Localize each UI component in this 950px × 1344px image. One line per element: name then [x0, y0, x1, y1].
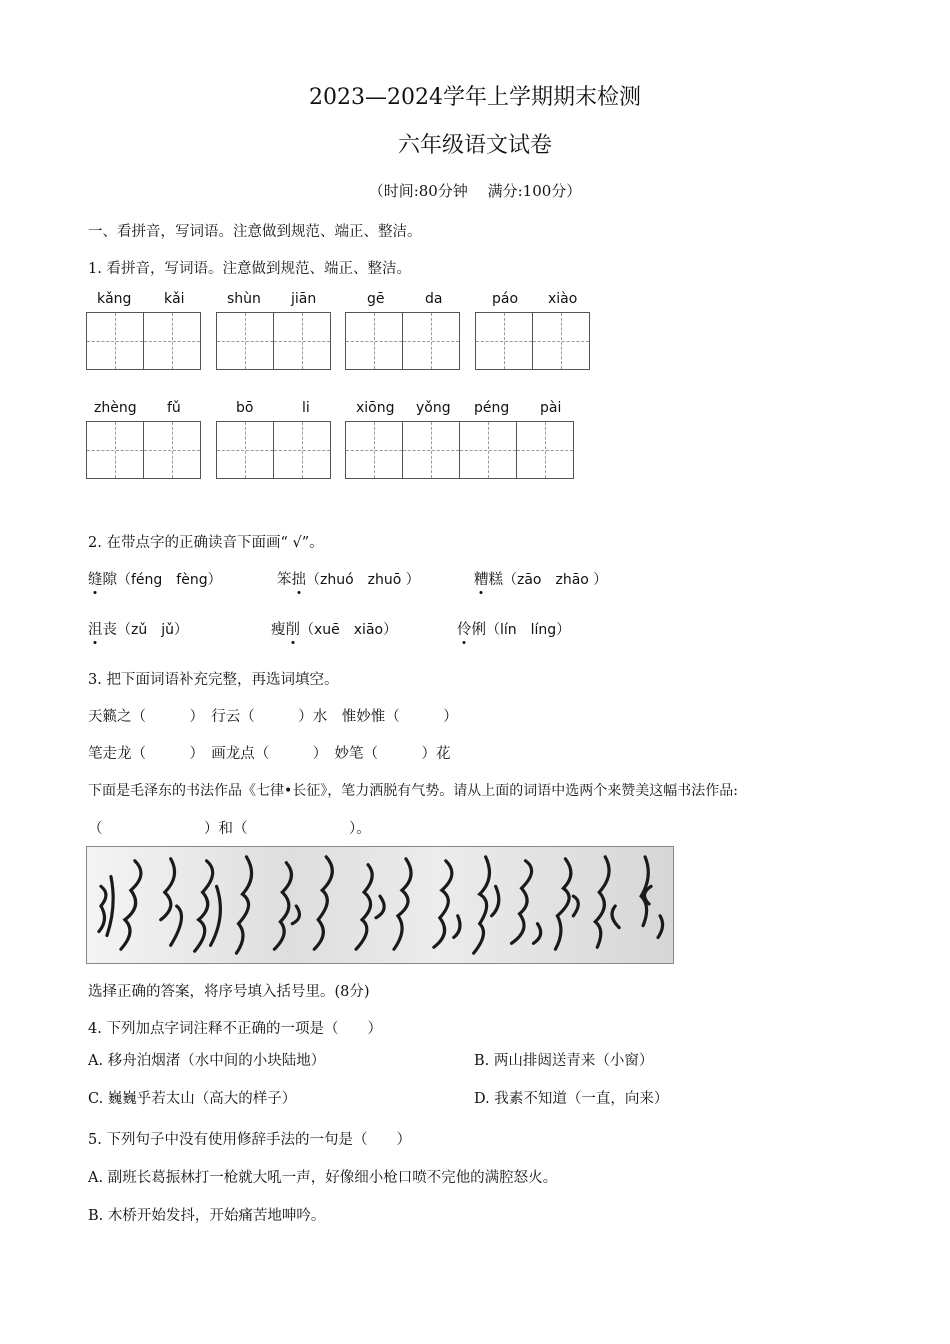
writing-grid[interactable]	[345, 312, 459, 370]
question-1-prompt: 1. 看拼音，写词语。注意做到规范、端正、整洁。	[88, 261, 411, 277]
reading-item: 伶俐（lín líng）	[457, 618, 570, 639]
q4-option-c: C. 巍巍乎若太山（高大的样子）	[88, 1091, 297, 1107]
pinyin-label: da	[425, 291, 443, 307]
pinyin-label: jiān	[291, 291, 317, 307]
writing-cell[interactable]	[402, 312, 460, 370]
exam-title: 2023—2024学年上学期期末检测	[309, 85, 641, 110]
pinyin-label: kǎi	[164, 291, 185, 307]
question-5-prompt: 5. 下列句子中没有使用修辞手法的一句是（ ）	[88, 1132, 411, 1148]
pinyin-label: bō	[236, 400, 254, 416]
pinyin-label: li	[302, 400, 310, 416]
choice-intro: 选择正确的答案，将序号填入括号里。(8分)	[88, 984, 370, 1000]
pinyin-label: zhèng	[94, 400, 137, 416]
reading-item: 糟糕（zāo zhāo ）	[474, 568, 607, 589]
writing-grid[interactable]	[216, 421, 330, 479]
reading-item: 沮丧（zǔ jǔ）	[88, 618, 188, 639]
section-heading: 一、看拼音，写词语。注意做到规范、端正、整洁。	[88, 224, 422, 240]
writing-cell[interactable]	[345, 312, 403, 370]
q5-option-b: B. 木桥开始发抖，开始痛苦地呻吟。	[88, 1208, 326, 1224]
writing-cell[interactable]	[216, 312, 274, 370]
pinyin-label: yǒng	[416, 400, 451, 416]
reading-item: 笨拙（zhuó zhuō ）	[277, 568, 420, 589]
writing-cell[interactable]	[86, 312, 144, 370]
writing-cell[interactable]	[475, 312, 533, 370]
writing-cell[interactable]	[532, 312, 590, 370]
writing-cell[interactable]	[402, 421, 460, 479]
q4-option-a: A. 移舟泊烟渚（水中间的小块陆地）	[88, 1053, 326, 1069]
q5-option-a: A. 副班长葛振林打一枪就大吼一声，好像细小枪口喷不完他的满腔怒火。	[88, 1170, 558, 1186]
writing-cell[interactable]	[273, 421, 331, 479]
writing-grid[interactable]	[86, 312, 200, 370]
pinyin-label: fǔ	[167, 400, 181, 416]
writing-cell[interactable]	[516, 421, 574, 479]
exam-meta: （时间:80分钟 满分:100分）	[368, 182, 582, 200]
q4-option-b: B. 两山排闼送青来（小窗）	[474, 1053, 654, 1069]
pinyin-label: xiōng	[356, 400, 395, 416]
writing-grid[interactable]	[216, 312, 330, 370]
writing-grid[interactable]	[86, 421, 200, 479]
writing-cell[interactable]	[273, 312, 331, 370]
writing-grid[interactable]	[345, 421, 573, 479]
writing-cell[interactable]	[143, 421, 201, 479]
question-2-prompt: 2. 在带点字的正确读音下面画“ √”。	[88, 535, 324, 551]
writing-cell[interactable]	[459, 421, 517, 479]
answer-line: （ ）和（ ）。	[88, 821, 371, 837]
writing-cell[interactable]	[345, 421, 403, 479]
q4-option-d: D. 我素不知道（一直，向来）	[474, 1091, 669, 1107]
writing-grid[interactable]	[475, 312, 589, 370]
idiom-line-1: 天籁之（ ） 行云（ ）水 惟妙惟（ ）	[88, 709, 458, 725]
writing-cell[interactable]	[216, 421, 274, 479]
pinyin-label: páo	[492, 291, 519, 307]
pinyin-label: xiào	[548, 291, 578, 307]
pinyin-label: péng	[474, 400, 510, 416]
writing-cell[interactable]	[86, 421, 144, 479]
calligraphy-description: 下面是毛泽东的书法作品《七律•长征》，笔力洒脱有气势。请从上面的词语中选两个来赞美这幅书法作品:	[88, 783, 738, 799]
pinyin-label: pài	[540, 400, 562, 416]
reading-item: 瘦削（xuē xiāo）	[271, 618, 397, 639]
writing-cell[interactable]	[143, 312, 201, 370]
calligraphy-image	[86, 846, 674, 964]
pinyin-label: kǎng	[97, 291, 132, 307]
pinyin-label: gē	[367, 291, 385, 307]
idiom-line-2: 笔走龙（ ） 画龙点（ ） 妙笔（ ）花	[88, 746, 451, 762]
question-3-prompt: 3. 把下面词语补充完整，再选词填空。	[88, 672, 339, 688]
pinyin-label: shùn	[227, 291, 261, 307]
reading-item: 缝隙（féng fèng）	[88, 568, 222, 589]
question-4-prompt: 4. 下列加点字词注释不正确的一项是（ ）	[88, 1021, 382, 1037]
exam-subtitle: 六年级语文试卷	[397, 133, 552, 158]
calligraphy-strokes	[87, 847, 673, 963]
